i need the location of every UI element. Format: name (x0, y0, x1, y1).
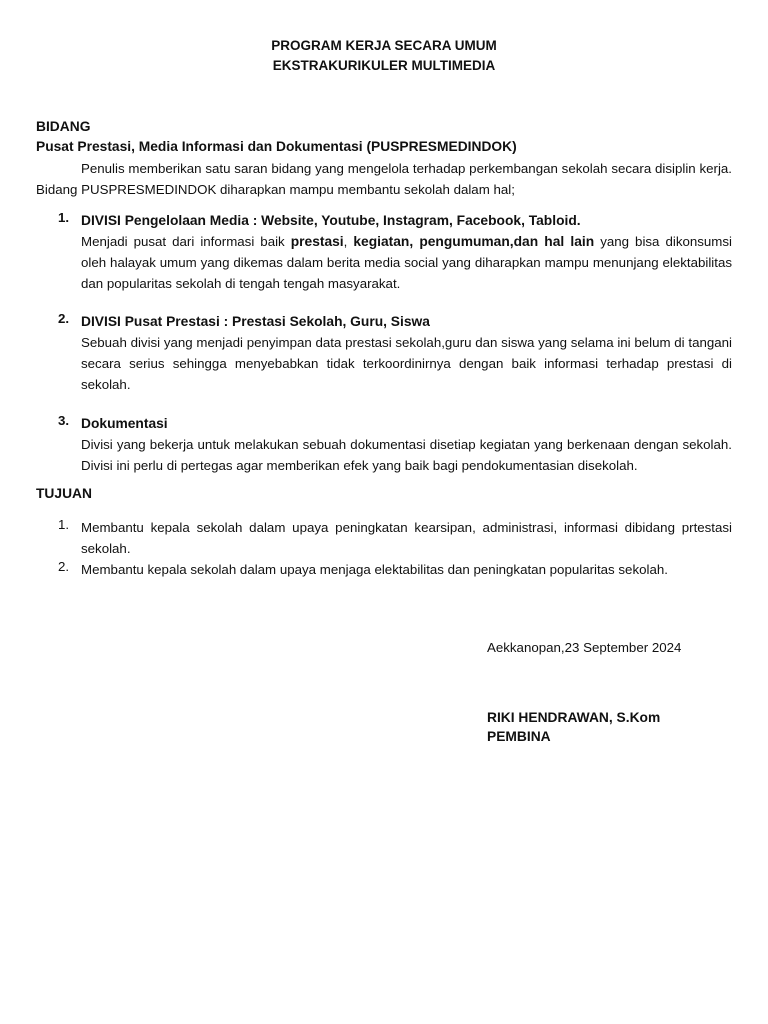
division-item (58, 311, 732, 395)
division-title: DIVISI Pusat Prestasi : Prestasi Sekolah, Guru, Siswa (81, 314, 430, 329)
tujuan-heading: TUJUAN (36, 486, 92, 501)
document-title: PROGRAM KERJA SECARA UMUM (271, 38, 497, 53)
division-item (58, 210, 732, 294)
tujuan-item (58, 559, 732, 580)
division-title: DIVISI Pengelolaan Media : Website, Youtube, Instagram, Facebook, Tabloid. (81, 213, 581, 228)
division-description: Divisi yang bekerja untuk melakukan sebuah dokumentasi disetiap kegiatan yang berkenaan dengan sekolah. Divisi ini perlu di pertegas agar memberikan efek yang baik bagi pendokumentasian disekolah. (81, 437, 732, 473)
tujuan-item (58, 517, 732, 559)
bidang-heading: BIDANG (36, 119, 91, 134)
division-number: 2. (58, 311, 70, 326)
tujuan-number: 2. (58, 559, 70, 574)
division-title: Dokumentasi (81, 416, 168, 431)
document-subtitle: EKSTRAKURIKULER MULTIMEDIA (272, 58, 496, 73)
division-description: Menjadi pusat dari informasi baik prestasi, kegiatan, pengumuman,dan hal lain yang bisa dikonsumsi oleh halayak umum yang dikemas dalam berita media social yang diharapkan mampu menunjang elektabilitas dan popularitas sekolah di tengah tengah masyarakat. (81, 234, 732, 291)
division-number: 3. (58, 413, 70, 428)
signature-name: RIKI HENDRAWAN, S.Kom (487, 710, 661, 725)
tujuan-text: Membantu kepala sekolah dalam upaya menjaga elektabilitas dan peningkatan popularitas sekolah. (81, 562, 668, 577)
bidang-intro: Penulis memberikan satu saran bidang yang mengelola terhadap perkembangan sekolah secara disiplin kerja. Bidang PUSPRESMEDINDOK diharapkan mampu membantu sekolah dalam hal; (36, 161, 732, 197)
tujuan-text: Membantu kepala sekolah dalam upaya peningkatan kearsipan, administrasi, informasi dibidang prtestasi sekolah. (81, 520, 732, 556)
division-number: 1. (58, 210, 70, 225)
division-description: Sebuah divisi yang menjadi penyimpan data prestasi sekolah,guru dan siswa yang selama ini belum di tangani secara serius sehingga menyebabkan tidak terkoordinirnya dengan baik informasi terhadap prestasi di sekolah. (81, 335, 732, 392)
signature-place-date: Aekkanopan,23 September 2024 (487, 640, 682, 655)
division-item (58, 413, 732, 476)
signature-role: PEMBINA (487, 729, 551, 744)
bidang-subheading: Pusat Prestasi, Media Informasi dan Dokumentasi (PUSPRESMEDINDOK) (36, 139, 517, 154)
tujuan-number: 1. (58, 517, 70, 532)
